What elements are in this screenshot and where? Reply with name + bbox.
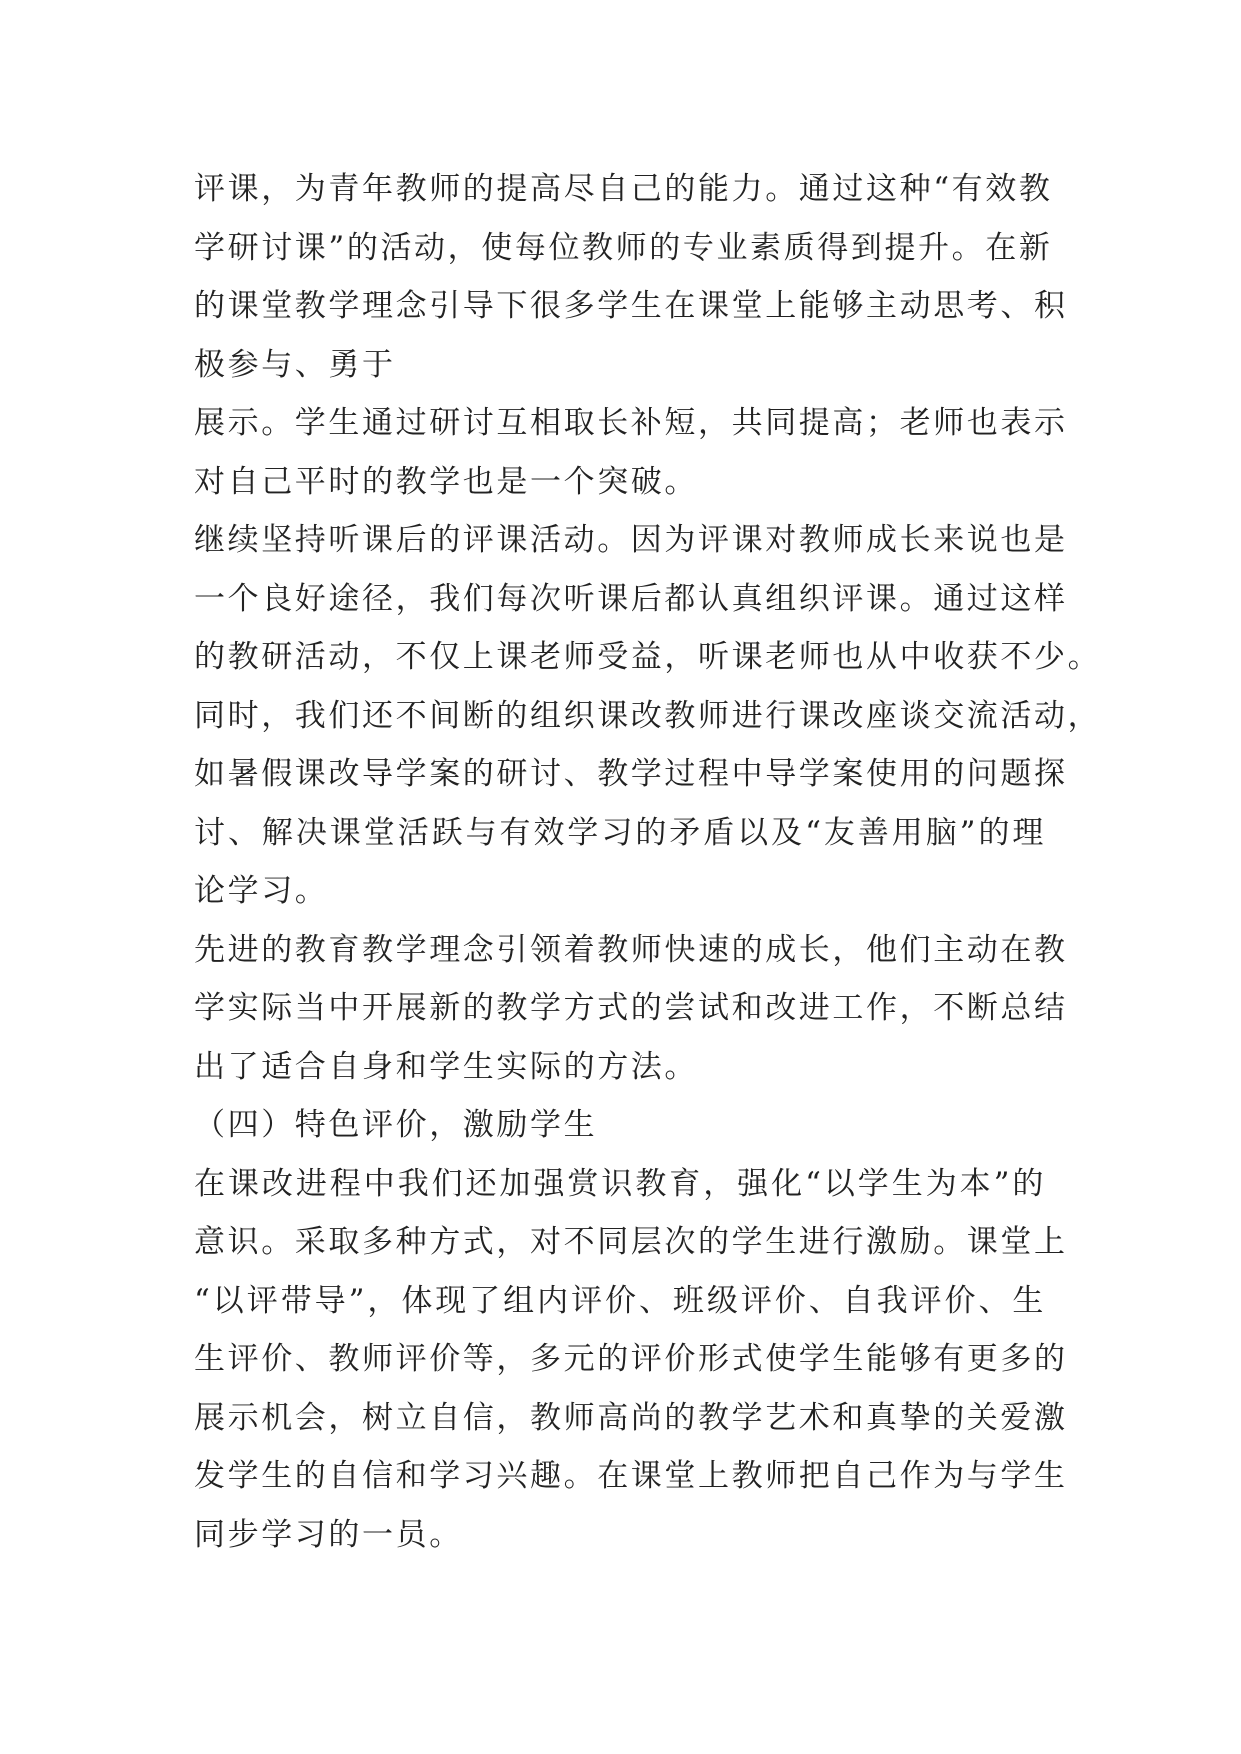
text-line: 在课改进程中我们还加强赏识教育，强化“以学生为本”的: [194, 1165, 1046, 1202]
text-line: 对自己平时的教学也是一个突破。: [194, 463, 698, 500]
text-line: 学实际当中开展新的教学方式的尝试和改进工作，不断总结: [194, 990, 1068, 1026]
text-line: 的课堂教学理念引导下很多学生在课堂上能够主动思考、积: [194, 288, 1068, 324]
text-line: 论学习。: [194, 873, 329, 909]
text-line: 同时，我们还不间断的组织课改教师进行课改座谈交流活动，: [194, 697, 1102, 734]
text-line: 生评价、教师评价等，多元的评价形式使学生能够有更多的: [194, 1341, 1068, 1377]
text-line: 出了适合自身和学生实际的方法。: [194, 1048, 698, 1085]
section-heading: （四）特色评价，激励学生: [194, 1107, 598, 1143]
text-line: “以评带导”，体现了组内评价、班级评价、自我评价、生: [194, 1282, 1046, 1319]
text-line: 展示。学生通过研讨互相取长补短，共同提高；老师也表示: [194, 405, 1068, 441]
text-line: 展示机会，树立自信，教师高尚的教学艺术和真挚的关爱激: [194, 1399, 1068, 1436]
text-line: 发学生的自信和学习兴趣。在课堂上教师把自己作为与学生: [194, 1458, 1068, 1494]
body-text: [194, 160, 1102, 1564]
text-line: 评课，为青年教师的提高尽自己的能力。通过这种“有效教: [194, 171, 1053, 207]
text-line: 学研讨课”的活动，使每位教师的专业素质得到提升。在新: [194, 229, 1053, 266]
text-line: 意识。采取多种方式，对不同层次的学生进行激励。课堂上: [194, 1224, 1068, 1260]
text-line: 的教研活动，不仅上课老师受益，听课老师也从中收获不少。: [194, 639, 1102, 675]
text-line: 一个良好途径，我们每次听课后都认真组织评课。通过这样: [194, 580, 1068, 617]
text-line: 继续坚持听课后的评课活动。因为评课对教师成长来说也是: [194, 522, 1068, 558]
text-line: 讨、解决课堂活跃与有效学习的矛盾以及“友善用脑”的理: [194, 814, 1046, 851]
text-line: 先进的教育教学理念引领着教师快速的成长，他们主动在教: [194, 931, 1068, 968]
text-line: 如暑假课改导学案的研讨、教学过程中导学案使用的问题探: [194, 756, 1068, 792]
text-line: 极参与、勇于: [194, 346, 396, 383]
text-line: 同步学习的一员。: [194, 1516, 463, 1553]
